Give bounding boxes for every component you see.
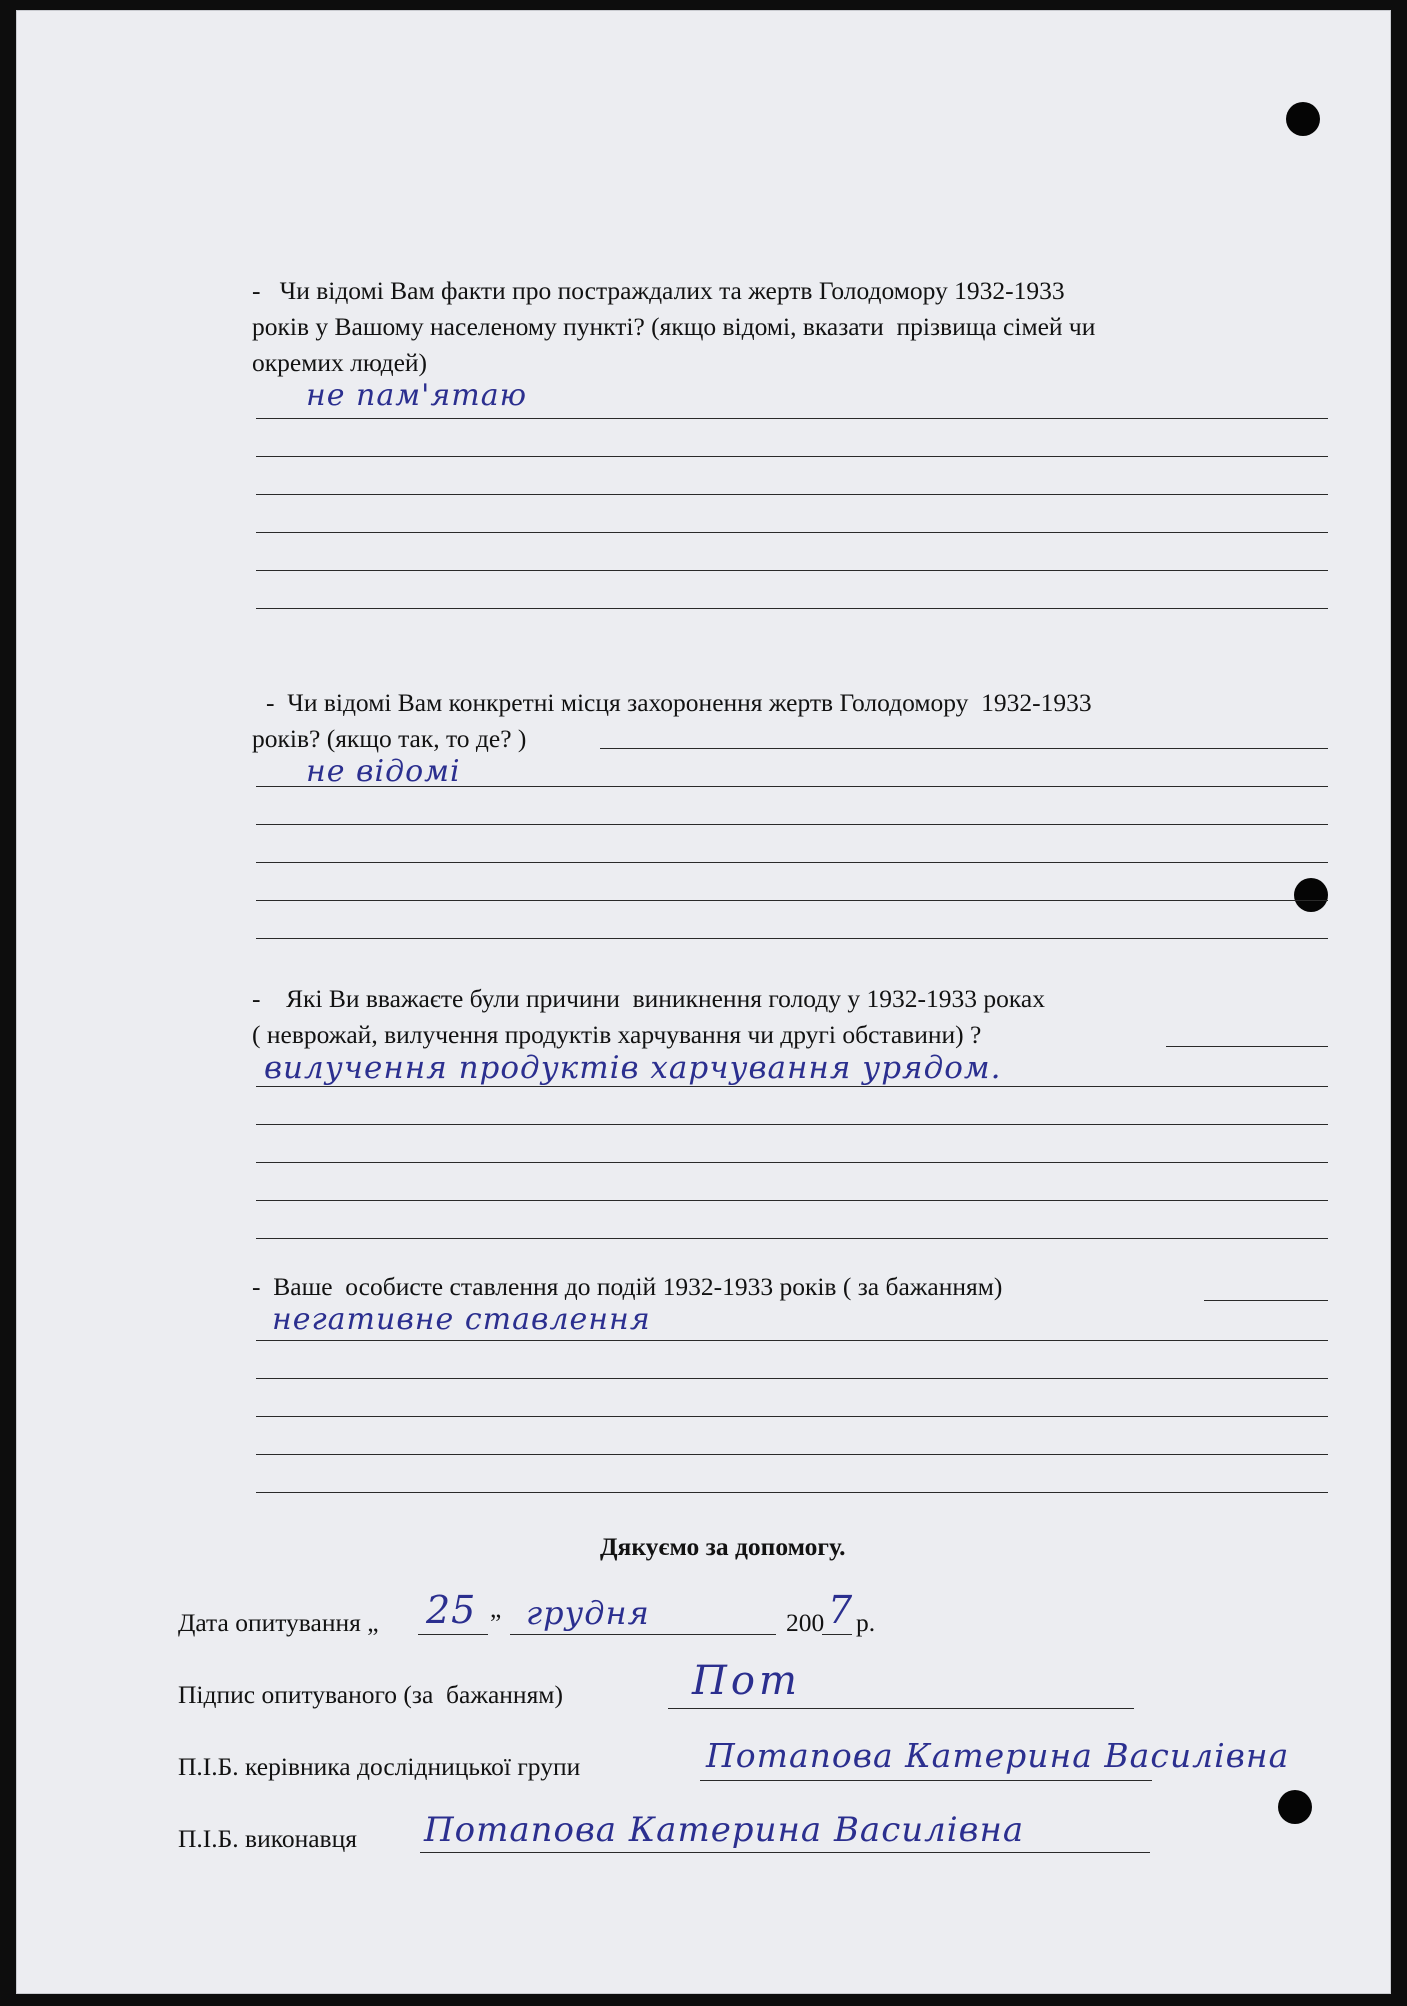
question-1-line-2: років у Вашому населеному пункті? (якщо відомі, вказати прізвища сімей чи [252, 312, 1096, 341]
answer-line [256, 608, 1328, 609]
question-1-line-1: - Чи відомі Вам факти про постраждалих та жертв Голодомору 1932-1933 [252, 276, 1065, 305]
answer-line [256, 456, 1328, 457]
executor-line [420, 1852, 1150, 1853]
questionnaire-page [16, 10, 1391, 1994]
answer-line [256, 786, 1328, 787]
answer-line [256, 900, 1328, 901]
date-label: Дата опитування „ [178, 1608, 379, 1637]
question-3-line-2: ( неврожай, вилучення продуктів харчування чи другі обставини) ? [252, 1020, 982, 1049]
date-close-quote: ” [490, 1608, 502, 1637]
answer-line [256, 418, 1328, 419]
answer-line [256, 1238, 1328, 1239]
year-prefix: 200 [786, 1608, 825, 1637]
punch-hole-middle [1294, 878, 1328, 912]
answer-line [600, 748, 1328, 749]
answer-line [256, 1492, 1328, 1493]
date-day: 25 [426, 1588, 477, 1632]
question-4-answer: негативне ставлення [272, 1302, 651, 1337]
question-1-answer: не пам'ятаю [306, 378, 527, 413]
answer-line [256, 494, 1328, 495]
answer-line [256, 570, 1328, 571]
question-4-line-1: - Ваше особисте ставлення до подій 1932-1933 років ( за бажанням) [252, 1272, 1003, 1301]
executor-name: Потапова Катерина Василівна [424, 1810, 1025, 1850]
answer-line [256, 1086, 1328, 1087]
answer-line [256, 938, 1328, 939]
leader-name: Потапова Катерина Василівна [706, 1736, 1290, 1775]
question-3-answer: вилучення продуктів харчування урядом. [264, 1050, 1002, 1086]
answer-line [1166, 1046, 1328, 1047]
year-digit: 7 [828, 1588, 854, 1632]
answer-line [256, 1124, 1328, 1125]
answer-line [256, 1340, 1328, 1341]
answer-line [256, 1416, 1328, 1417]
answer-line [1204, 1300, 1328, 1301]
thanks-heading: Дякуємо за допомогу. [600, 1532, 846, 1561]
leader-label: П.І.Б. керівника дослідницької групи [178, 1752, 581, 1781]
question-2-answer: не відомі [306, 754, 461, 789]
signature-line [668, 1708, 1134, 1709]
answer-line [256, 1200, 1328, 1201]
signature: Пот [692, 1658, 801, 1704]
answer-line [256, 532, 1328, 533]
year-digit-line [822, 1634, 852, 1635]
answer-line [256, 1162, 1328, 1163]
answer-line [256, 1454, 1328, 1455]
question-1-line-3: окремих людей) [252, 348, 428, 377]
answer-line [256, 862, 1328, 863]
punch-hole-bottom [1278, 1790, 1312, 1824]
punch-hole-top [1286, 102, 1320, 136]
date-month: грудня [526, 1594, 650, 1632]
answer-line [256, 824, 1328, 825]
answer-line [256, 1378, 1328, 1379]
signature-label: Підпис опитуваного (за бажанням) [178, 1680, 563, 1709]
date-month-line [510, 1634, 776, 1635]
leader-line [700, 1780, 1152, 1781]
question-3-line-1: - Які Ви вважаєте були причини виникнення голоду у 1932-1933 роках [252, 984, 1045, 1013]
date-day-line [418, 1634, 488, 1635]
question-2-line-2: років? (якщо так, то де? ) [252, 724, 527, 753]
question-2-line-1: - Чи відомі Вам конкретні місця захоронення жертв Голодомору 1932-1933 [266, 688, 1092, 717]
year-suffix: р. [856, 1608, 876, 1637]
executor-label: П.І.Б. виконавця [178, 1824, 357, 1853]
